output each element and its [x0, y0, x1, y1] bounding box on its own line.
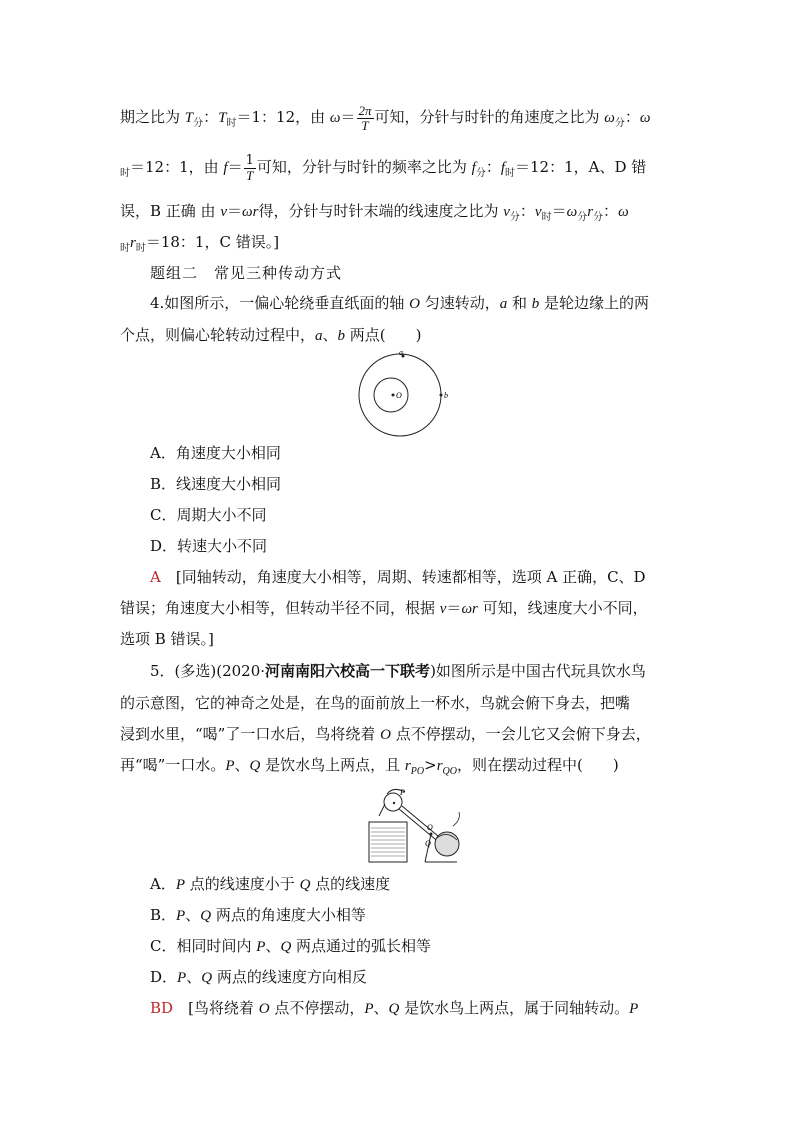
q5-option-c: C．相同时间内 P、Q 两点通过的弧长相等: [150, 937, 432, 955]
q4-stem-line-1: 4.如图所示，一偏心轮绕垂直纸面的轴 O 匀速转动，a 和 b 是轮边缘上的两: [150, 294, 650, 312]
q5-stem-line-3: 浸到水里，“喝”了一口水后，鸟将绕着 O 点不停摆动，一会儿它又会俯下身去，: [120, 725, 651, 743]
label-p: P: [400, 788, 405, 797]
q5-stem-line-1: 5．(多选)(2020·河南南阳六校高一下联考)如图所示是中国古代玩具饮水鸟: [150, 662, 646, 680]
axis-point-o: [392, 394, 395, 397]
label-q: Q: [425, 839, 431, 848]
q4-option-b: B．线速度大小相同: [150, 475, 282, 493]
q5-option-d: D．P、Q 两点的线速度方向相反: [150, 968, 367, 986]
q4-option-a: A．角速度大小相同: [150, 444, 281, 462]
point-p: [393, 802, 395, 804]
q4-answer-line-1: A [同轴转动，角速度大小相等，周期、转速都相等，选项 A 正确，C、D: [150, 568, 646, 586]
label-o: O: [427, 823, 433, 832]
q5-stem-line-2: 的示意图，它的神奇之处是，在鸟的面前放上一杯水，鸟就会俯下身去，把嘴: [120, 694, 631, 712]
label-a: a: [399, 350, 403, 357]
fraction-2pi-over-T: $\frac{2\pi}{T}$: [358, 103, 372, 133]
explanation-line-4: $_时r_时=18$：1，C 错误。]: [120, 233, 280, 254]
q4-answer-line-2: 错误；角速度大小相等，但转动半径不同，根据 v＝ωr 可知，线速度大小不同，: [120, 599, 648, 617]
q5-option-b: B．P、Q 两点的角速度大小相等: [150, 906, 366, 924]
explanation-line-3: 误，B 正确 由 v＝ωr得，分针与时针末端的线速度之比为 $v_分$：$v_时=\omega_分r_分$：ω: [120, 202, 629, 223]
bird-body: [435, 832, 459, 856]
drinking-bird-figure: [365, 782, 465, 866]
eccentric-wheel-figure: [340, 350, 460, 440]
q4-answer-line-3: 选项 B 错误。]: [120, 630, 214, 648]
explanation-line-2: $_时$＝12：1，由 f＝ $\frac{1}{T}$ 可知，分针与时针的频率之比为 $f_分$：$f_时=12$：1，A、D 错: [120, 153, 647, 183]
explanation-line-1: 期之比为 $T_分$：$T_时=1$：12，由 ω＝ $\frac{2\pi}{T}$ 可知，分针与时针的角速度之比为 $\omega_分$：ω: [120, 103, 651, 133]
bird-beak: [379, 804, 385, 816]
q5-answer-key: BD: [150, 999, 174, 1017]
q4-answer-key: A: [150, 568, 161, 586]
q5-option-a: A．P 点的线速度小于 Q 点的线速度: [150, 875, 391, 893]
fraction-1-over-T: $\frac{1}{T}$: [245, 153, 254, 183]
label-o: O: [396, 391, 402, 400]
water-hatching: [371, 828, 405, 856]
bird-tail-curl: [453, 812, 459, 826]
q4-stem-line-2: 个点，则偏心轮转动过程中，a、b 两点( ): [120, 326, 422, 344]
label-b: b: [444, 391, 448, 400]
section-heading: 题组二 常见三种传动方式: [150, 264, 343, 282]
q5-stem-line-4: 再“喝”一口水。P、Q 是饮水鸟上两点，且 $r_{PO}>r_{QO}$，则在摆动过程中( ): [120, 756, 619, 777]
pivot-o: [430, 833, 433, 836]
q4-option-c: C．周期大小不同: [150, 506, 267, 524]
q5-answer-line-1: BD [鸟将绕着 O 点不停摆动，P、Q 是饮水鸟上两点，属于同轴转动。P: [150, 999, 639, 1017]
point-b: [440, 394, 443, 397]
q4-option-d: D．转速大小不同: [150, 537, 268, 555]
bird-neck-tube-1: [399, 809, 441, 844]
inner-axle-circle: [374, 378, 408, 412]
